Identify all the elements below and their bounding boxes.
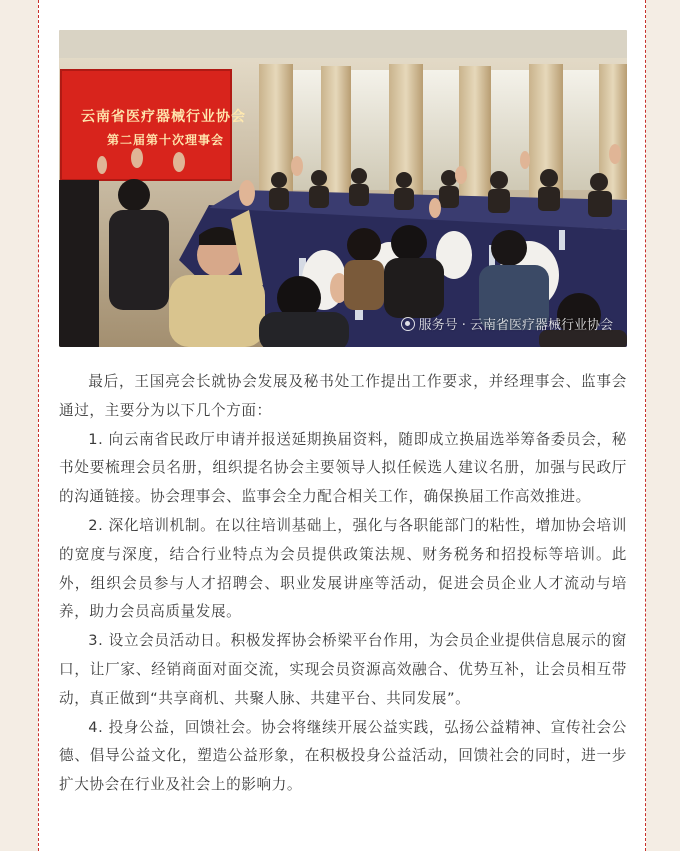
banner-title: 云南省医疗器械行业协会 [81,109,246,125]
meeting-photo-illustration [59,30,627,347]
article-body [59,368,627,800]
paragraph-item-3: 3. 设立会员活动日。积极发挥协会桥梁平台作用，为会员企业提供信息展示的窗口，让厂家、经销商面对面交流，实现会员资源高效融合、优势互补，让会员相互带动，真正做到“共享商机、共聚人脉、共建平台、共同发展”。 [59,632,627,707]
paragraph-item-4: 4. 投身公益，回馈社会。协会将继续开展公益实践，弘扬公益精神、宣传社会公德、倡导公益文化，塑造公益形象，在积极投身公益活动，回馈社会的同时，进一步扩大协会在行业及社会上的影响力。 [59,718,627,794]
paragraph-item-1: 1. 向云南省民政厅申请并报送延期换届资料，随即成立换届选举筹备委员会，秘书处要梳理会员名册，组织提名协会主要领导人拟任候选人建议名册，加强与民政厅的沟通链接。协会理事会、监事会全力配合相关工作，确保换届工作高效推进。 [59,430,627,506]
banner-subtitle: 第二届第十次理事会 [107,133,225,147]
paragraph-item-2: 2. 深化培训机制。在以往培训基础上，强化与各职能部门的粘性，增加协会培训的宽度与深度，结合行业特点为会员提供政策法规、财务税务和招投标等培训。此外，组织会员参与人才招聘会、职业发展讲座等活动，促进会员企业人才流动与培养，助力会员高质量发展。 [59,516,627,621]
watermark [401,314,613,333]
watermark-text: 服务号 · 云南省医疗器械行业协会 [418,318,613,333]
meeting-photo [59,30,627,347]
article-frame [38,0,646,851]
paragraph-intro: 最后，王国亮会长就协会发展及秘书处工作提出工作要求，并经理事会、监事会通过，主要分为以下几个方面： [59,373,627,419]
wechat-account-icon [401,317,415,331]
